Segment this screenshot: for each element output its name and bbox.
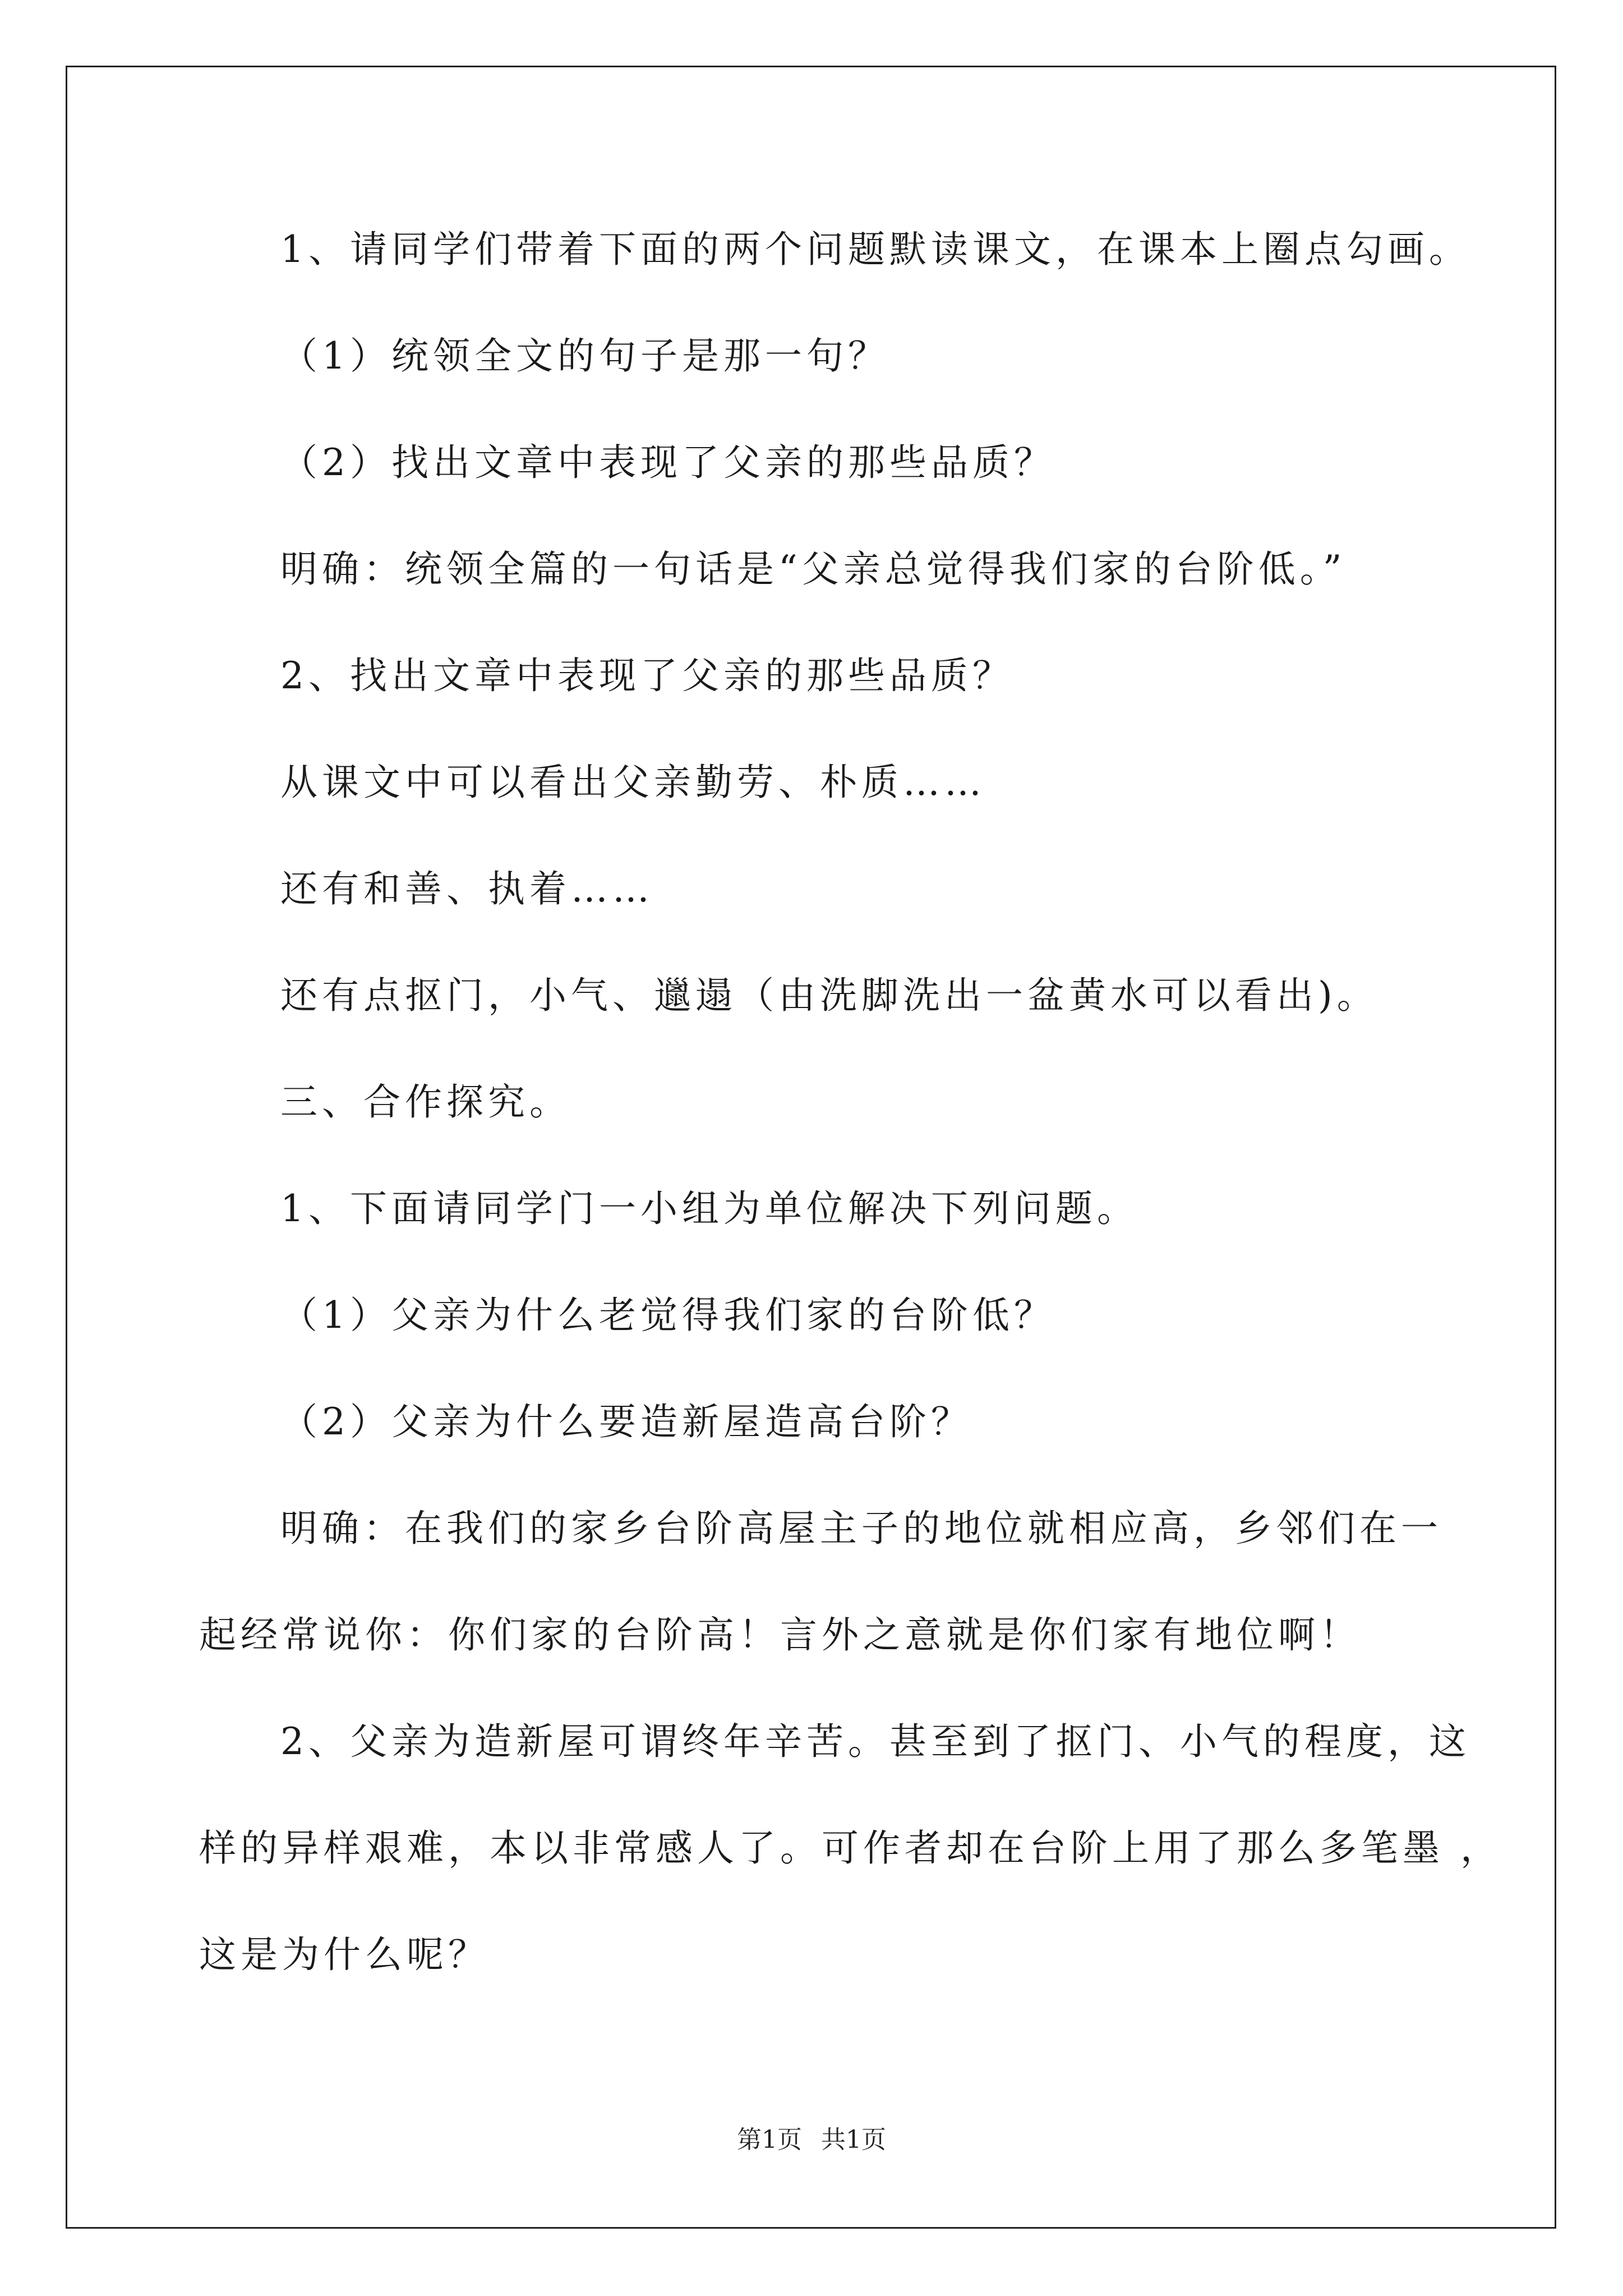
text-line: 1、请同学们带着下面的两个问题默读课文，在课本上圈点勾画。	[280, 228, 1470, 271]
page-total: 共1页	[821, 2125, 886, 2154]
text-line: 还有和善、执着……	[280, 867, 654, 910]
page-border	[66, 66, 1556, 2229]
page-footer	[0, 2123, 1623, 2157]
text-line: （2）找出文章中表现了父亲的那些品质？	[280, 441, 1055, 484]
text-line: 从课文中可以看出父亲勤劳、朴质……	[280, 761, 986, 804]
text-line: （2）父亲为什么要造新屋造高台阶？	[280, 1400, 972, 1443]
text-line: 样的异样艰难，本以非常感人了。可作者却在台阶上用了那么多笔墨 ，	[199, 1826, 1502, 1870]
text-line: 明确：统领全篇的一句话是“父亲总觉得我们家的台阶低。”	[280, 547, 1347, 591]
text-line: 2、父亲为造新屋可谓终年辛苦。甚至到了抠门、小气的程度，这	[280, 1720, 1470, 1763]
text-line: 三、合作探究。	[280, 1080, 571, 1124]
text-line: 这是为什么呢？	[199, 1933, 490, 1976]
text-line: 2、找出文章中表现了父亲的那些品质？	[280, 654, 1014, 697]
page-number: 第1页	[737, 2125, 802, 2154]
text-line: 起经常说你：你们家的台阶高！言外之意就是你们家有地位啊！	[199, 1613, 1361, 1657]
text-line: 还有点抠门，小气、邋遢（由洗脚洗出一盆黄水可以看出)。	[280, 974, 1378, 1017]
text-line: 明确：在我们的家乡台阶高屋主子的地位就相应高，乡邻们在一	[280, 1507, 1442, 1550]
text-line: （1）父亲为什么老觉得我们家的台阶低？	[280, 1294, 1055, 1337]
text-line: 1、下面请同学门一小组为单位解决下列问题。	[280, 1187, 1138, 1230]
text-line: （1）统领全文的句子是那一句？	[280, 334, 889, 378]
